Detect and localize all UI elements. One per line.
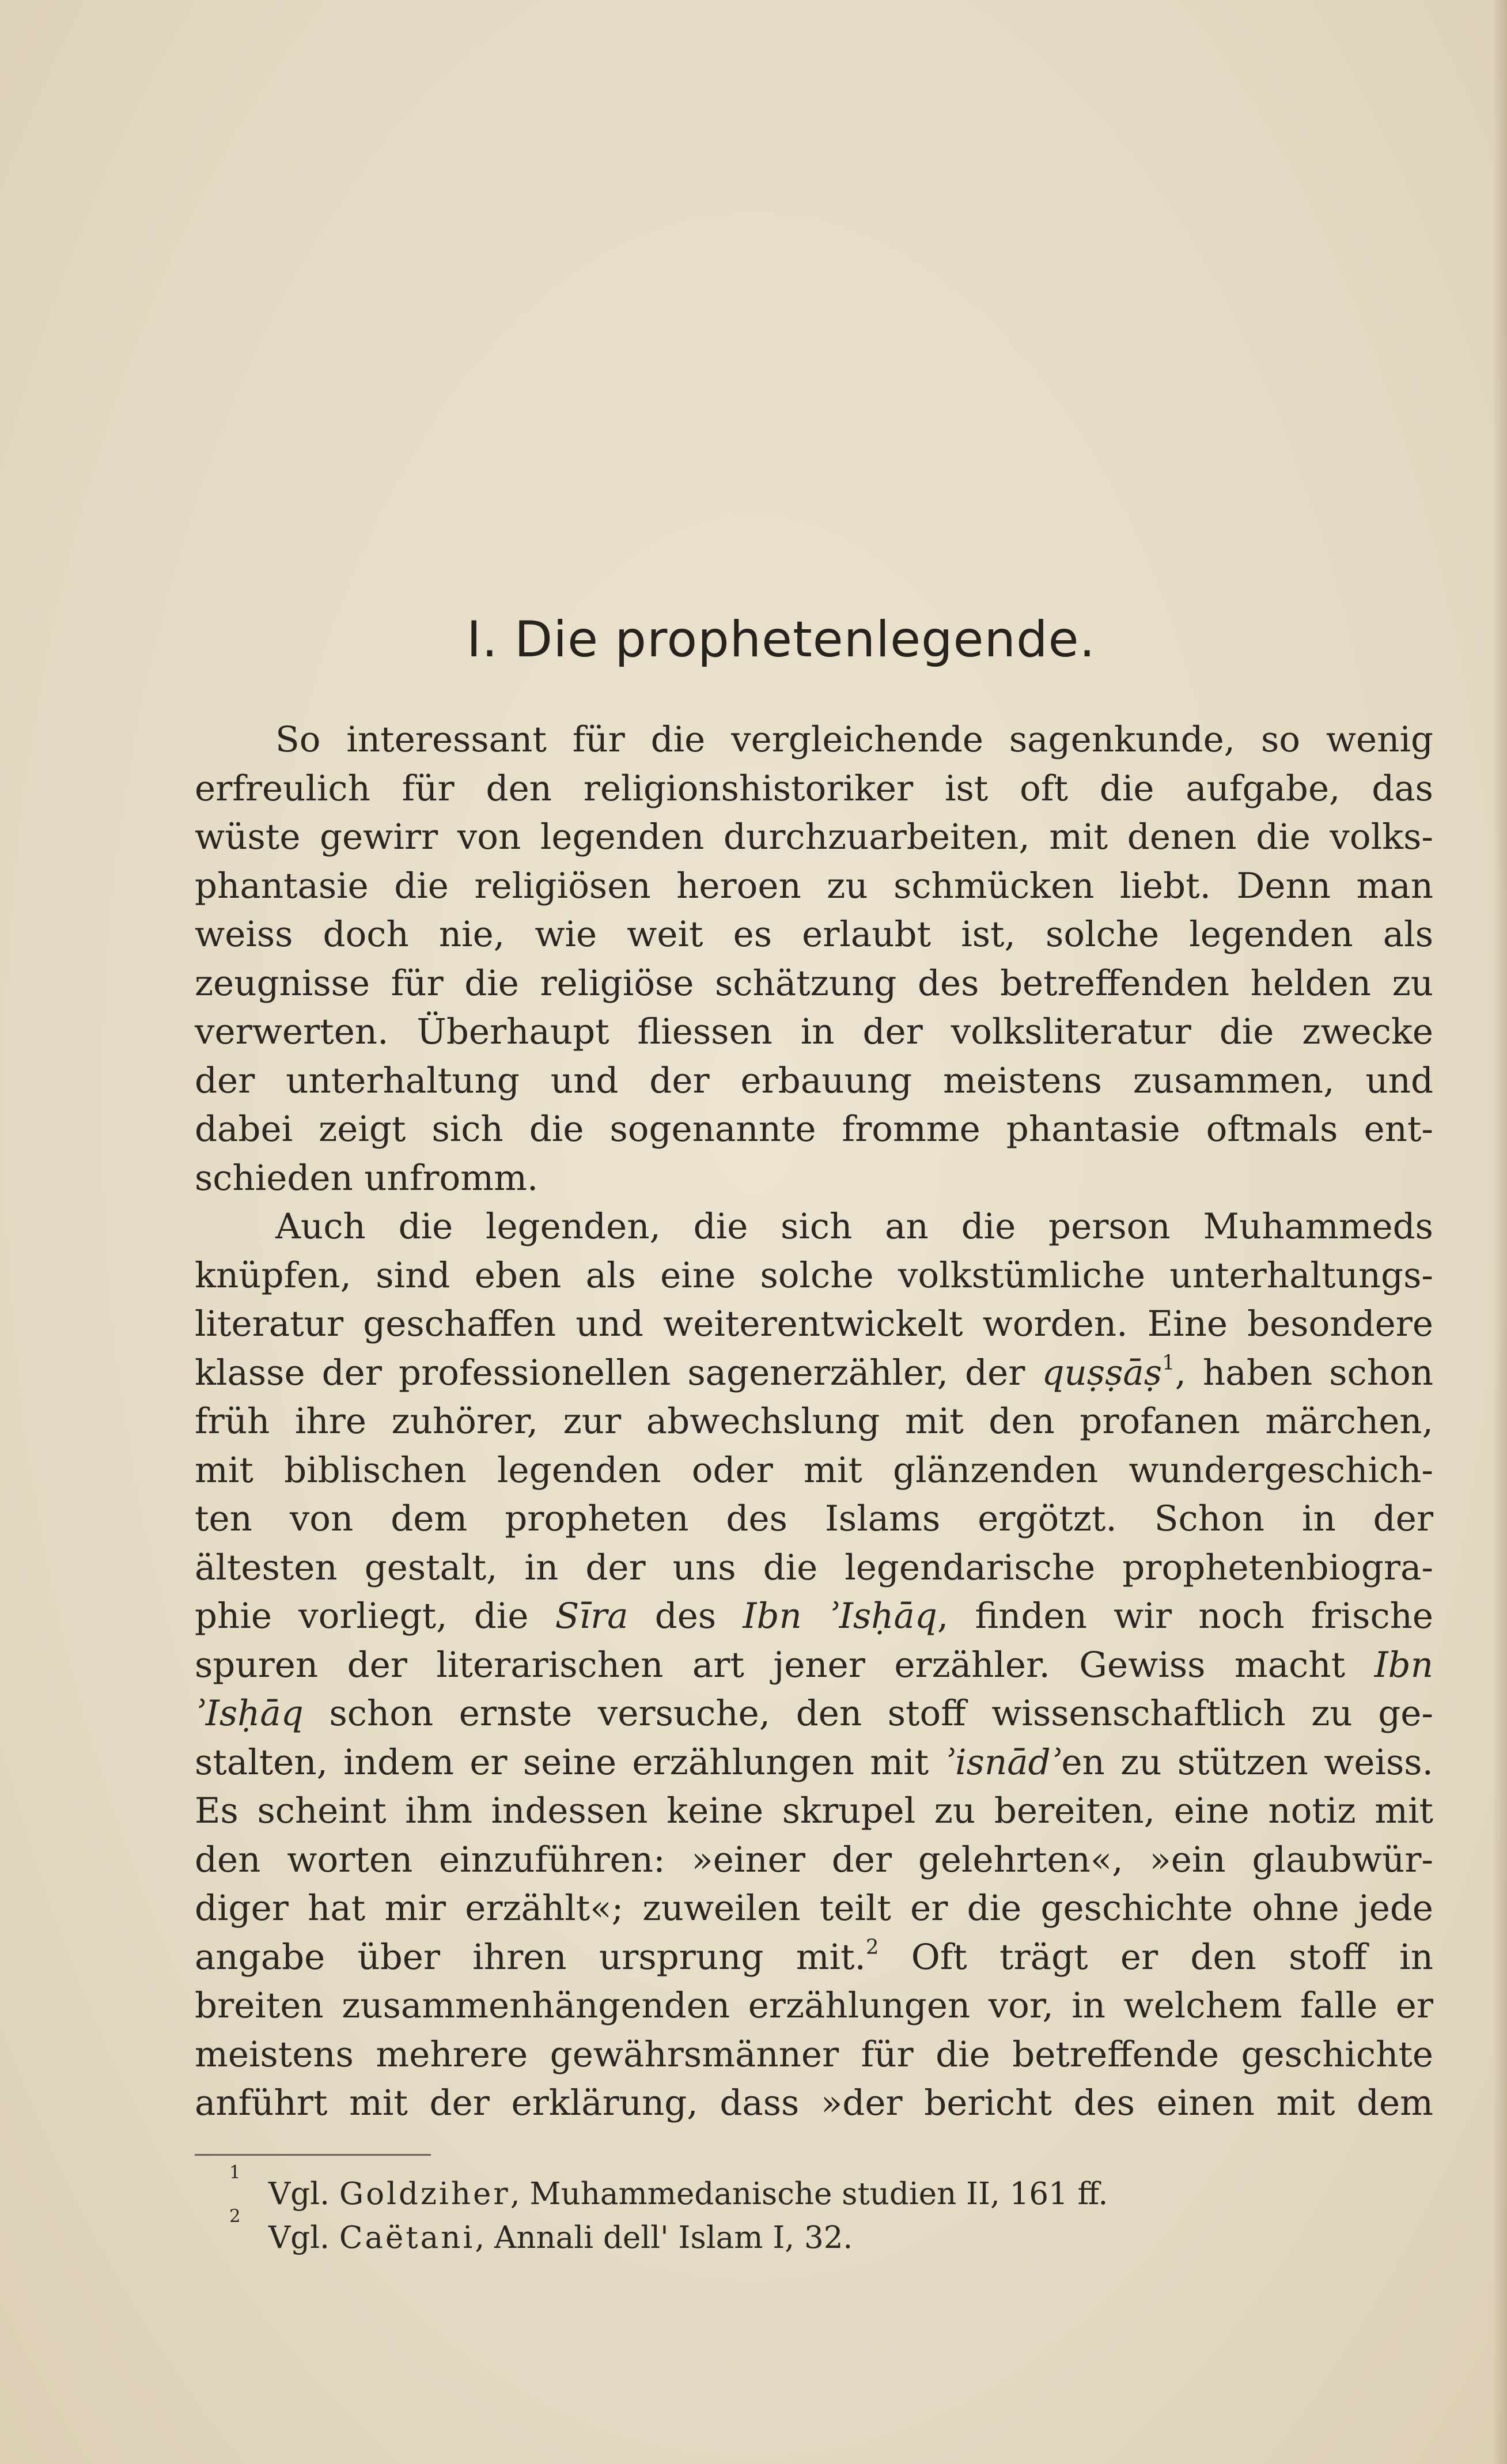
text-line: der unterhaltung und der erbauung meistens zusammen, und xyxy=(195,1060,1433,1101)
text-line: angabe über ihren ursprung mit.$^2$ Oft trägt er den stoff in xyxy=(195,1934,1433,1978)
text-line: weiss doch nie, wie weit es erlaubt ist, solche legenden als xyxy=(195,914,1433,955)
text-line: So interessant für die vergleichende sagenkunde, so wenig xyxy=(275,719,1433,760)
text-line: diger hat mir erzählt«; zuweilen teilt er die geschichte ohne jede xyxy=(195,1888,1433,1929)
text-line: literatur geschaffen und weiterentwickelt worden. Eine besondere xyxy=(195,1303,1433,1344)
text-line: schieden unfromm. xyxy=(195,1157,539,1199)
text-line: mit biblischen legenden oder mit glänzenden wundergeschich- xyxy=(195,1449,1433,1491)
footnote-1: 1 Vgl. Goldziher, Muhammedanische studien II, 161 ff. xyxy=(229,2162,1108,2212)
text-line: stalten, indem er seine erzählungen mit ʾisnādʾen zu stützen weiss. xyxy=(195,1741,1433,1783)
text-line: klasse der professionellen sagenerzähler, der quṣṣāṣ$^1$, haben schon xyxy=(195,1350,1433,1393)
text-line: spuren der literarischen art jener erzähler. Gewiss macht Ibn xyxy=(195,1644,1433,1686)
text-line: früh ihre zuhörer, zur abwechslung mit den profanen märchen, xyxy=(195,1401,1433,1442)
footnote-2: 2 Vgl. Caëtani, Annali dell' Islam I, 32. xyxy=(229,2206,853,2255)
text-line: Auch die legenden, die sich an die person Muhammeds xyxy=(275,1206,1433,1247)
term-ibn: Ibn xyxy=(1374,1644,1433,1686)
text-line: anführt mit der erklärung, dass »der bericht des einen mit dem xyxy=(195,2083,1433,2123)
text-line: knüpfen, sind eben als eine solche volkstümliche unterhaltungs- xyxy=(195,1254,1433,1296)
term-ibn-ishaq: Ibn ʾIsḥāq xyxy=(743,1596,937,1637)
text-line: zeugnisse für die religiöse schätzung des betreffenden helden zu xyxy=(195,962,1433,1004)
footnote-divider xyxy=(195,2154,431,2156)
text-line: breiten zusammenhängenden erzählungen vor, in welchem falle er xyxy=(195,1985,1433,2026)
footnote-ref-1[interactable]: 1 xyxy=(1162,1350,1175,1374)
text-line: den worten einzuführen: »einer der gelehrten«, »ein glaubwür- xyxy=(195,1839,1433,1880)
term-qussas: quṣṣāṣ xyxy=(1042,1352,1163,1393)
footnote-author: Goldziher xyxy=(339,2176,510,2212)
text-line: wüste gewirr von legenden durchzuarbeiten, mit denen die volks- xyxy=(195,817,1433,857)
footnotes xyxy=(229,2162,1305,2260)
page-edge xyxy=(1492,0,1507,2464)
text-line: verwerten. Überhaupt fliessen in der volksliteratur die zwecke xyxy=(195,1011,1433,1052)
footnote-ref-2[interactable]: 2 xyxy=(865,1934,879,1959)
chapter-heading: I. Die prophetenlegende. xyxy=(467,611,1096,668)
text-line: ten von dem propheten des Islams ergötzt. Schon in der xyxy=(195,1498,1433,1539)
text-line: phie vorliegt, die Sīra des Ibn ʾIsḥāq, finden wir noch frische xyxy=(195,1596,1433,1637)
text-line: Es scheint ihm indessen keine skrupel zu bereiten, eine notiz mit xyxy=(195,1790,1433,1831)
text-line: ʾIsḥāq schon ernste versuche, den stoff wissenschaftlich zu ge- xyxy=(195,1693,1433,1734)
text-line: erfreulich für den religionshistoriker ist oft die aufgabe, das xyxy=(195,768,1433,809)
text-line: dabei zeigt sich die sogenannte fromme phantasie oftmals ent- xyxy=(195,1109,1433,1150)
term-sira: Sīra xyxy=(555,1596,628,1637)
body-text xyxy=(195,716,1433,2128)
text-line: meistens mehrere gewährsmänner für die betreffende geschichte xyxy=(195,2034,1433,2075)
term-isnad: ʾisnādʾ xyxy=(944,1741,1062,1783)
text-line: phantasie die religiösen heroen zu schmücken liebt. Denn man xyxy=(195,865,1433,906)
term-ishaq: ʾIsḥāq xyxy=(195,1693,304,1734)
footnote-author: Caëtani xyxy=(339,2220,475,2255)
text-line: ältesten gestalt, in der uns die legendarische prophetenbiogra- xyxy=(195,1547,1433,1588)
